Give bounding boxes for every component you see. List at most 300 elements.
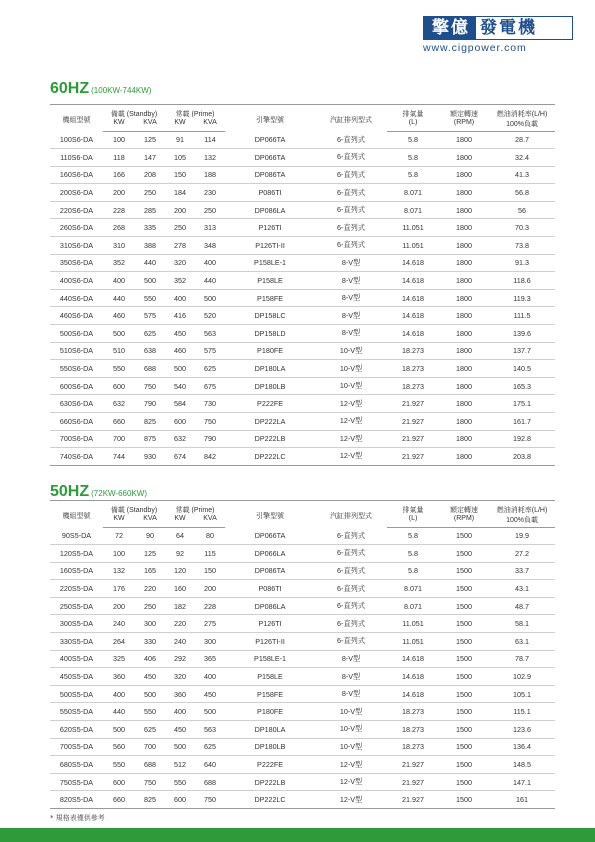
cell-prime-kva: 750: [195, 413, 225, 431]
cell-prime-kva: 575: [195, 342, 225, 360]
table-row: [50, 597, 555, 615]
cell-model: 620S5-DA: [50, 721, 103, 739]
cell-model: 820S5-DA: [50, 791, 103, 809]
col-standby: 備載 (Standby): [103, 105, 165, 120]
cell-speed: 1500: [439, 562, 489, 580]
cell-cylinder: 8-V型: [315, 685, 387, 703]
cell-displacement: 11.051: [387, 615, 439, 633]
cell-prime-kva: 500: [195, 289, 225, 307]
cell-prime-kw: 600: [165, 413, 195, 431]
cell-engine: P126TI: [225, 615, 315, 633]
cell-prime-kva: 300: [195, 633, 225, 651]
cell-standby-kw: 400: [103, 685, 135, 703]
cell-engine: DP066LA: [225, 545, 315, 563]
table-row: [50, 413, 555, 431]
cell-fuel: 33.7: [489, 562, 555, 580]
cell-model: 450S5-DA: [50, 668, 103, 686]
cell-engine: DP222LC: [225, 791, 315, 809]
cell-displacement: 21.927: [387, 413, 439, 431]
cell-model: 500S6-DA: [50, 325, 103, 343]
cell-prime-kw: 105: [165, 149, 195, 167]
cell-fuel: 41.3: [489, 166, 555, 184]
cell-standby-kva: 335: [135, 219, 165, 237]
cell-model: 740S6-DA: [50, 448, 103, 466]
cell-speed: 1800: [439, 272, 489, 290]
cell-speed: 1800: [439, 166, 489, 184]
cell-prime-kva: 520: [195, 307, 225, 325]
cell-fuel: 19.9: [489, 527, 555, 545]
cell-engine: P158LE: [225, 668, 315, 686]
cell-cylinder: 6-直列式: [315, 633, 387, 651]
cell-speed: 1800: [439, 219, 489, 237]
cell-fuel: 161: [489, 791, 555, 809]
cell-standby-kw: 132: [103, 562, 135, 580]
cell-fuel: 161.7: [489, 413, 555, 431]
table-body-50hz: [50, 527, 555, 809]
cell-engine: P158FE: [225, 685, 315, 703]
cell-standby-kva: 750: [135, 773, 165, 791]
cell-speed: 1500: [439, 668, 489, 686]
cell-standby-kw: 400: [103, 272, 135, 290]
cell-speed: 1500: [439, 685, 489, 703]
col-standby-kw: KW: [103, 515, 135, 527]
col-cylinder: 汽缸排列型式: [315, 501, 387, 528]
cell-cylinder: 12-V型: [315, 448, 387, 466]
cell-speed: 1500: [439, 597, 489, 615]
cell-prime-kw: 91: [165, 131, 195, 149]
cell-displacement: 5.8: [387, 131, 439, 149]
cell-standby-kw: 200: [103, 597, 135, 615]
col-standby-kva: KVA: [135, 515, 165, 527]
cell-model: 250S5-DA: [50, 597, 103, 615]
cell-cylinder: 6-直列式: [315, 184, 387, 202]
cell-fuel: 175.1: [489, 395, 555, 413]
col-displacement: 排氣量: [387, 105, 439, 120]
col-fuel: 燃油消耗率(L/H): [489, 501, 555, 516]
cell-displacement: 8.071: [387, 580, 439, 598]
cell-prime-kw: 500: [165, 360, 195, 378]
cell-fuel: 43.1: [489, 580, 555, 598]
cell-model: 600S6-DA: [50, 377, 103, 395]
cell-speed: 1800: [439, 184, 489, 202]
cell-fuel: 123.6: [489, 721, 555, 739]
cell-speed: 1500: [439, 703, 489, 721]
cell-prime-kva: 730: [195, 395, 225, 413]
cell-speed: 1800: [439, 430, 489, 448]
table-row: [50, 791, 555, 809]
cell-standby-kva: 550: [135, 703, 165, 721]
cell-prime-kva: 675: [195, 377, 225, 395]
cell-cylinder: 12-V型: [315, 413, 387, 431]
cell-standby-kw: 632: [103, 395, 135, 413]
section-subtitle: (72KW-660KW): [91, 489, 147, 498]
cell-cylinder: 6-直列式: [315, 237, 387, 255]
cell-displacement: 5.8: [387, 149, 439, 167]
cell-fuel: 91.3: [489, 254, 555, 272]
table-row: [50, 184, 555, 202]
cell-cylinder: 6-直列式: [315, 219, 387, 237]
cell-standby-kw: 352: [103, 254, 135, 272]
cell-standby-kva: 406: [135, 650, 165, 668]
col-cylinder: 汽缸排列型式: [315, 105, 387, 132]
cell-cylinder: 6-直列式: [315, 597, 387, 615]
cell-prime-kw: 400: [165, 703, 195, 721]
cell-displacement: 11.051: [387, 219, 439, 237]
cell-model: 120S5-DA: [50, 545, 103, 563]
cell-standby-kva: 550: [135, 289, 165, 307]
cell-prime-kw: 92: [165, 545, 195, 563]
cell-speed: 1800: [439, 448, 489, 466]
cell-prime-kva: 200: [195, 580, 225, 598]
cell-prime-kw: 184: [165, 184, 195, 202]
cell-engine: P158FE: [225, 289, 315, 307]
col-displacement: 排氣量: [387, 501, 439, 516]
cell-prime-kva: 230: [195, 184, 225, 202]
cell-prime-kva: 750: [195, 791, 225, 809]
cell-fuel: 78.7: [489, 650, 555, 668]
cell-displacement: 18.273: [387, 342, 439, 360]
table-row: [50, 360, 555, 378]
cell-displacement: 8.071: [387, 597, 439, 615]
brand-logo: [423, 16, 573, 54]
table-row: [50, 201, 555, 219]
cell-standby-kva: 688: [135, 360, 165, 378]
cell-engine: DP222LC: [225, 448, 315, 466]
cell-prime-kva: 365: [195, 650, 225, 668]
cell-displacement: 14.618: [387, 272, 439, 290]
cell-model: 330S5-DA: [50, 633, 103, 651]
cell-displacement: 18.273: [387, 703, 439, 721]
table-row: [50, 703, 555, 721]
cell-model: 630S6-DA: [50, 395, 103, 413]
cell-standby-kva: 500: [135, 272, 165, 290]
cell-model: 550S5-DA: [50, 703, 103, 721]
cell-model: 350S6-DA: [50, 254, 103, 272]
cell-prime-kva: 115: [195, 545, 225, 563]
cell-engine: DP180LB: [225, 377, 315, 395]
cell-model: 460S6-DA: [50, 307, 103, 325]
cell-model: 400S5-DA: [50, 650, 103, 668]
cell-fuel: 102.9: [489, 668, 555, 686]
cell-prime-kw: 674: [165, 448, 195, 466]
col-speed: 額定轉速: [439, 105, 489, 120]
table-row: [50, 545, 555, 563]
cell-cylinder: 8-V型: [315, 307, 387, 325]
cell-engine: DP086LA: [225, 201, 315, 219]
cell-model: 90S5-DA: [50, 527, 103, 545]
cell-fuel: 111.5: [489, 307, 555, 325]
cell-engine: P180FE: [225, 703, 315, 721]
cell-speed: 1500: [439, 650, 489, 668]
cell-standby-kva: 625: [135, 721, 165, 739]
cell-fuel: 137.7: [489, 342, 555, 360]
cell-fuel: 56: [489, 201, 555, 219]
cell-standby-kva: 575: [135, 307, 165, 325]
cell-engine: DP180LA: [225, 360, 315, 378]
cell-standby-kw: 560: [103, 738, 135, 756]
cell-prime-kva: 450: [195, 685, 225, 703]
cell-standby-kw: 240: [103, 615, 135, 633]
cell-model: 550S6-DA: [50, 360, 103, 378]
cell-standby-kw: 510: [103, 342, 135, 360]
cell-speed: 1800: [439, 377, 489, 395]
section-title-50hz: [50, 483, 147, 501]
cell-standby-kva: 688: [135, 756, 165, 774]
table-row: [50, 307, 555, 325]
cell-cylinder: 6-直列式: [315, 166, 387, 184]
cell-fuel: 192.8: [489, 430, 555, 448]
cell-model: 400S6-DA: [50, 272, 103, 290]
cell-engine: DP180LA: [225, 721, 315, 739]
table-header: [50, 105, 555, 132]
cell-displacement: 11.051: [387, 633, 439, 651]
col-model: 機組型號: [50, 501, 103, 528]
cell-model: 750S5-DA: [50, 773, 103, 791]
cell-prime-kva: 250: [195, 201, 225, 219]
col-engine: 引擎型號: [225, 501, 315, 528]
cell-standby-kva: 450: [135, 668, 165, 686]
cell-model: 440S6-DA: [50, 289, 103, 307]
cell-fuel: 58.1: [489, 615, 555, 633]
col-displacement-unit: (L): [387, 515, 439, 527]
cell-standby-kva: 500: [135, 685, 165, 703]
cell-model: 220S5-DA: [50, 580, 103, 598]
cell-engine: DP158LD: [225, 325, 315, 343]
cell-standby-kva: 165: [135, 562, 165, 580]
cell-prime-kva: 440: [195, 272, 225, 290]
cell-displacement: 5.8: [387, 562, 439, 580]
cell-engine: P086TI: [225, 184, 315, 202]
cell-engine: P158LE-1: [225, 650, 315, 668]
table-row: [50, 272, 555, 290]
cell-cylinder: 6-直列式: [315, 545, 387, 563]
cell-speed: 1500: [439, 738, 489, 756]
cell-engine: DP086TA: [225, 166, 315, 184]
cell-standby-kva: 220: [135, 580, 165, 598]
cell-displacement: 14.618: [387, 289, 439, 307]
cell-standby-kva: 147: [135, 149, 165, 167]
cell-prime-kw: 200: [165, 201, 195, 219]
cell-standby-kva: 125: [135, 545, 165, 563]
cell-standby-kva: 125: [135, 131, 165, 149]
col-prime: 常載 (Prime): [165, 501, 225, 516]
cell-speed: 1800: [439, 342, 489, 360]
cell-standby-kw: 460: [103, 307, 135, 325]
cell-displacement: 21.927: [387, 448, 439, 466]
col-model: 機組型號: [50, 105, 103, 132]
col-prime-kva: KVA: [195, 119, 225, 131]
cell-prime-kw: 160: [165, 580, 195, 598]
cell-speed: 1800: [439, 395, 489, 413]
table-row: [50, 254, 555, 272]
cell-model: 200S6-DA: [50, 184, 103, 202]
cell-standby-kva: 300: [135, 615, 165, 633]
cell-speed: 1800: [439, 325, 489, 343]
col-prime-kva: KVA: [195, 515, 225, 527]
cell-speed: 1800: [439, 149, 489, 167]
cell-prime-kva: 625: [195, 738, 225, 756]
cell-standby-kw: 118: [103, 149, 135, 167]
col-speed: 額定轉速: [439, 501, 489, 516]
cell-prime-kw: 250: [165, 219, 195, 237]
cell-fuel: 28.7: [489, 131, 555, 149]
table-row: [50, 430, 555, 448]
cell-displacement: 11.051: [387, 237, 439, 255]
cell-speed: 1500: [439, 580, 489, 598]
cell-cylinder: 6-直列式: [315, 562, 387, 580]
table-row: [50, 377, 555, 395]
table-row: [50, 395, 555, 413]
cell-prime-kva: 114: [195, 131, 225, 149]
cell-standby-kva: 638: [135, 342, 165, 360]
cell-standby-kw: 500: [103, 325, 135, 343]
cell-model: 680S5-DA: [50, 756, 103, 774]
cell-prime-kw: 278: [165, 237, 195, 255]
spec-table-50hz: [50, 500, 555, 809]
cell-displacement: 21.927: [387, 791, 439, 809]
cell-model: 160S5-DA: [50, 562, 103, 580]
table-row: [50, 527, 555, 545]
cell-speed: 1500: [439, 545, 489, 563]
cell-displacement: 14.618: [387, 685, 439, 703]
cell-fuel: 136.4: [489, 738, 555, 756]
cell-prime-kw: 600: [165, 791, 195, 809]
cell-standby-kva: 875: [135, 430, 165, 448]
cell-prime-kw: 120: [165, 562, 195, 580]
cell-model: 310S6-DA: [50, 237, 103, 255]
cell-speed: 1800: [439, 254, 489, 272]
cell-standby-kw: 700: [103, 430, 135, 448]
cell-prime-kw: 540: [165, 377, 195, 395]
cell-prime-kw: 320: [165, 668, 195, 686]
spec-table-60hz: [50, 104, 555, 466]
table-row: [50, 219, 555, 237]
cell-displacement: 18.273: [387, 721, 439, 739]
cell-prime-kva: 400: [195, 254, 225, 272]
table-row: [50, 738, 555, 756]
section-title-60hz: [50, 80, 151, 98]
cell-displacement: 14.618: [387, 650, 439, 668]
table-row: [50, 149, 555, 167]
cell-speed: 1500: [439, 756, 489, 774]
cell-standby-kva: 250: [135, 597, 165, 615]
cell-displacement: 5.8: [387, 527, 439, 545]
cell-standby-kva: 90: [135, 527, 165, 545]
cell-cylinder: 6-直列式: [315, 527, 387, 545]
cell-engine: P158LE-1: [225, 254, 315, 272]
cell-speed: 1500: [439, 721, 489, 739]
cell-displacement: 18.273: [387, 738, 439, 756]
cell-standby-kva: 440: [135, 254, 165, 272]
cell-standby-kw: 264: [103, 633, 135, 651]
cell-fuel: 115.1: [489, 703, 555, 721]
cell-cylinder: 6-直列式: [315, 615, 387, 633]
cell-prime-kva: 80: [195, 527, 225, 545]
cell-model: 260S6-DA: [50, 219, 103, 237]
cell-standby-kw: 660: [103, 791, 135, 809]
cell-prime-kva: 563: [195, 325, 225, 343]
cell-prime-kw: 550: [165, 773, 195, 791]
cell-cylinder: 8-V型: [315, 289, 387, 307]
cell-cylinder: 6-直列式: [315, 201, 387, 219]
cell-prime-kva: 150: [195, 562, 225, 580]
cell-cylinder: 8-V型: [315, 254, 387, 272]
cell-engine: DP222LA: [225, 413, 315, 431]
cell-model: 500S5-DA: [50, 685, 103, 703]
cell-cylinder: 12-V型: [315, 395, 387, 413]
cell-cylinder: 10-V型: [315, 703, 387, 721]
cell-cylinder: 12-V型: [315, 791, 387, 809]
cell-standby-kva: 930: [135, 448, 165, 466]
cell-engine: P126TI-II: [225, 237, 315, 255]
table-row: [50, 325, 555, 343]
cell-speed: 1500: [439, 633, 489, 651]
cell-standby-kw: 268: [103, 219, 135, 237]
cell-standby-kva: 330: [135, 633, 165, 651]
cell-displacement: 8.071: [387, 201, 439, 219]
cell-cylinder: 10-V型: [315, 721, 387, 739]
cell-displacement: 21.927: [387, 756, 439, 774]
cell-speed: 1800: [439, 237, 489, 255]
cell-standby-kw: 325: [103, 650, 135, 668]
cell-model: 700S5-DA: [50, 738, 103, 756]
cell-prime-kw: 450: [165, 325, 195, 343]
cell-engine: DP180LB: [225, 738, 315, 756]
cell-fuel: 203.8: [489, 448, 555, 466]
table-row: [50, 668, 555, 686]
table-row: [50, 342, 555, 360]
cell-prime-kva: 132: [195, 149, 225, 167]
cell-fuel: 148.5: [489, 756, 555, 774]
cell-engine: DP066TA: [225, 131, 315, 149]
cell-speed: 1800: [439, 413, 489, 431]
cell-fuel: 48.7: [489, 597, 555, 615]
table-row: [50, 650, 555, 668]
cell-cylinder: 8-V型: [315, 325, 387, 343]
cell-standby-kw: 440: [103, 289, 135, 307]
cell-displacement: 14.618: [387, 307, 439, 325]
cell-fuel: 105.1: [489, 685, 555, 703]
cell-cylinder: 10-V型: [315, 360, 387, 378]
cell-engine: P222FE: [225, 395, 315, 413]
brand-url: www.cigpower.com: [423, 42, 527, 54]
cell-prime-kw: 632: [165, 430, 195, 448]
cell-standby-kw: 550: [103, 360, 135, 378]
cell-prime-kw: 320: [165, 254, 195, 272]
cell-prime-kva: 228: [195, 597, 225, 615]
cell-displacement: 14.618: [387, 254, 439, 272]
cell-cylinder: 12-V型: [315, 773, 387, 791]
cell-fuel: 118.6: [489, 272, 555, 290]
col-standby-kva: KVA: [135, 119, 165, 131]
cell-prime-kw: 512: [165, 756, 195, 774]
cell-cylinder: 10-V型: [315, 377, 387, 395]
section-title-text: 50HZ: [50, 483, 90, 500]
cell-prime-kva: 313: [195, 219, 225, 237]
col-fuel-sub: 100%負載: [489, 119, 555, 131]
table-row: [50, 580, 555, 598]
cell-cylinder: 6-直列式: [315, 149, 387, 167]
cell-prime-kva: 348: [195, 237, 225, 255]
cell-engine: P126TI: [225, 219, 315, 237]
cell-standby-kva: 825: [135, 791, 165, 809]
cell-displacement: 18.273: [387, 360, 439, 378]
cell-engine: DP222LB: [225, 773, 315, 791]
cell-engine: P086TI: [225, 580, 315, 598]
cell-prime-kva: 790: [195, 430, 225, 448]
cell-prime-kw: 584: [165, 395, 195, 413]
cell-model: 220S6-DA: [50, 201, 103, 219]
